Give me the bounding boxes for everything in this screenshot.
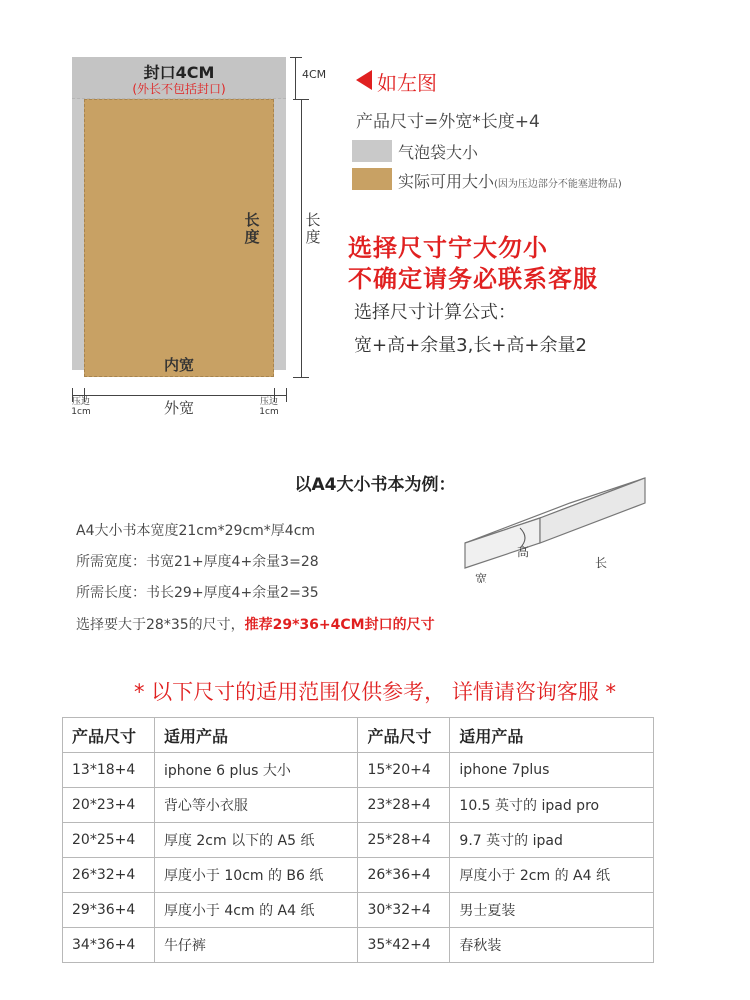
seal-dimension-line — [295, 57, 296, 99]
usable-size-label — [398, 169, 622, 192]
header-size-2: 产品尺寸 — [358, 718, 450, 753]
press-left-text: 压边 1cm — [71, 397, 91, 417]
product-cell: 牛仔裤 — [154, 928, 358, 963]
book-height-label: 高 — [517, 545, 530, 559]
table-row — [63, 788, 654, 823]
length-dimension-tick-bottom — [293, 377, 309, 378]
width-dimension-tick — [286, 388, 287, 402]
example-line-4-prefix: 选择要大于28*35的尺寸， — [76, 617, 245, 633]
example-line-3: 所需长度：书长29+厚度4+余量2=35 — [76, 585, 319, 601]
seal-title: 封口4CM — [143, 63, 215, 82]
size-cell: 30*32+4 — [358, 893, 450, 928]
bubble-bag-size-label: 气泡袋大小 — [398, 143, 479, 162]
book-width-label: 宽 — [475, 572, 488, 583]
example-recommendation: 推荐29*36+4CM封口的尺寸 — [244, 617, 435, 633]
size-table — [62, 717, 654, 963]
size-cell: 26*32+4 — [63, 858, 155, 893]
example-line-1: A4大小书本宽度21cm*29cm*厚4cm — [76, 523, 316, 539]
product-cell: 春秋装 — [450, 928, 654, 963]
product-cell: 厚度小于 2cm 的 A4 纸 — [450, 858, 654, 893]
size-cell: 26*36+4 — [358, 858, 450, 893]
product-cell: iphone 7plus — [450, 753, 654, 788]
usable-size-swatch — [352, 168, 392, 190]
arrow-left-icon — [356, 70, 372, 90]
size-cell: 25*28+4 — [358, 823, 450, 858]
book-length-label: 长 — [595, 556, 608, 570]
calc-formula: 宽+高+余量3,长+高+余量2 — [354, 335, 587, 356]
outer-width-label: 外宽 — [163, 399, 194, 417]
press-right-text: 压边 1cm — [259, 397, 279, 417]
table-row — [63, 858, 654, 893]
size-cell: 23*28+4 — [358, 788, 450, 823]
bubble-bag-swatch — [352, 140, 392, 162]
reference-notice: * 以下尺寸的适用范围仅供参考， 详情请咨询客服 * — [133, 680, 617, 704]
advice-line-2: 不确定请务必联系客服 — [348, 265, 598, 293]
size-cell: 13*18+4 — [63, 753, 155, 788]
inner-width-label: 内宽 — [163, 356, 194, 374]
size-formula: 产品尺寸=外宽*长度+4 — [356, 112, 540, 132]
product-cell: 背心等小衣服 — [154, 788, 358, 823]
table-header-row — [63, 718, 654, 753]
book-front-face — [465, 518, 540, 568]
header-product-1: 适用产品 — [154, 718, 358, 753]
length-dimension-label: 长度 — [305, 211, 321, 246]
seal-dimension-tick — [290, 57, 302, 58]
see-left-label: 如左图 — [377, 71, 437, 95]
product-cell: 10.5 英寸的 ipad pro — [450, 788, 654, 823]
size-cell: 35*42+4 — [358, 928, 450, 963]
header-size-1: 产品尺寸 — [63, 718, 155, 753]
product-cell: iphone 6 plus 大小 — [154, 753, 358, 788]
table-row — [63, 753, 654, 788]
usable-size-text: 实际可用大小 — [398, 172, 495, 191]
size-cell: 29*36+4 — [63, 893, 155, 928]
calc-formula-title: 选择尺寸计算公式： — [354, 302, 516, 323]
example-line-2: 所需宽度：书宽21+厚度4+余量3=28 — [76, 554, 319, 570]
advice-line-1: 选择尺寸宁大勿小 — [348, 234, 548, 262]
example-line-4 — [76, 614, 435, 634]
table-body — [63, 753, 654, 963]
width-dimension-line — [72, 395, 286, 396]
table-row — [63, 893, 654, 928]
inner-length-label: 长度 — [244, 211, 260, 246]
example-title: 以A4大小书本为例： — [294, 475, 456, 495]
product-cell: 9.7 英寸的 ipad — [450, 823, 654, 858]
size-cell: 34*36+4 — [63, 928, 155, 963]
table-row — [63, 823, 654, 858]
size-cell: 15*20+4 — [358, 753, 450, 788]
product-cell: 男士夏装 — [450, 893, 654, 928]
length-dimension-line — [301, 99, 302, 377]
size-cell: 20*25+4 — [63, 823, 155, 858]
product-cell: 厚度 2cm 以下的 A5 纸 — [154, 823, 358, 858]
product-cell: 厚度小于 4cm 的 A4 纸 — [154, 893, 358, 928]
table-row — [63, 928, 654, 963]
seal-height-label: 4CM — [302, 68, 327, 81]
book-illustration — [460, 468, 650, 583]
seal-subtitle: (外长不包括封口) — [132, 82, 226, 96]
size-cell: 20*23+4 — [63, 788, 155, 823]
usable-size-note: (因为压边部分不能塞进物品) — [494, 179, 622, 190]
product-cell: 厚度小于 10cm 的 B6 纸 — [154, 858, 358, 893]
header-product-2: 适用产品 — [450, 718, 654, 753]
